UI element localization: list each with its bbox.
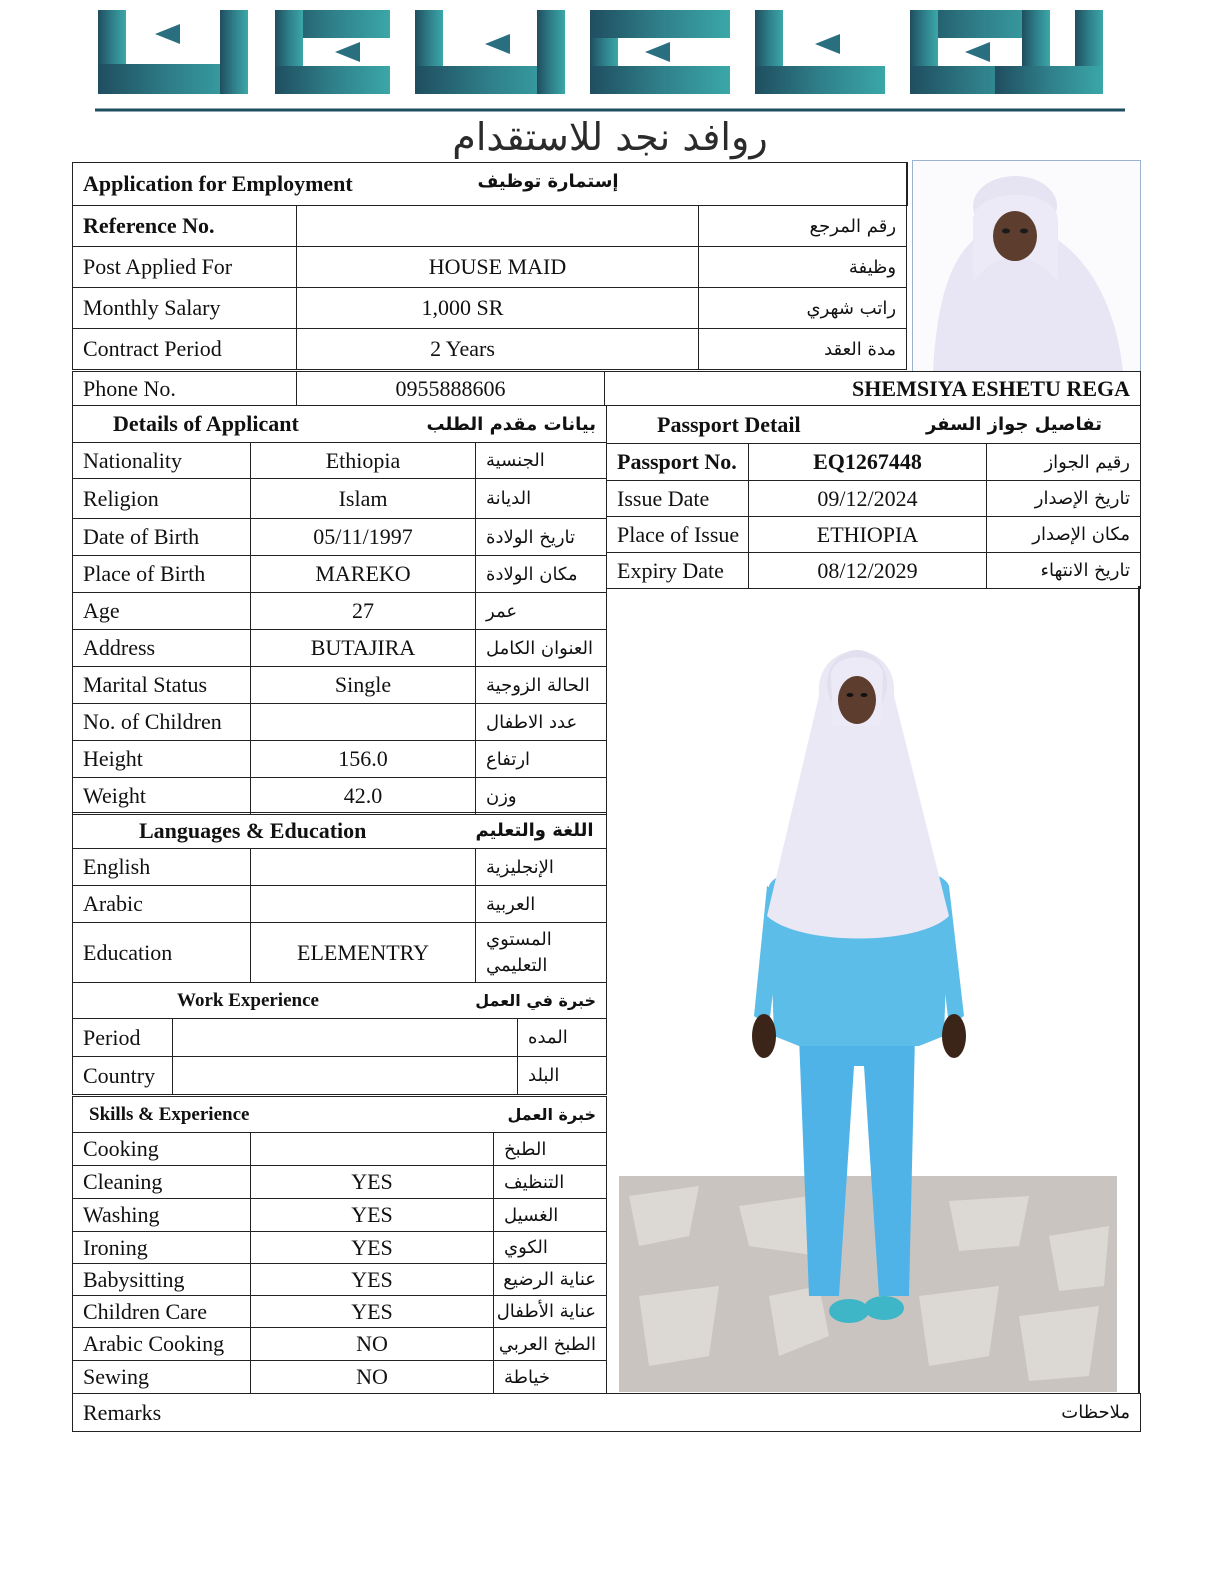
salary-value: 1,000 SR	[297, 288, 699, 329]
details-row	[73, 443, 607, 479]
language-value	[251, 849, 476, 886]
work-label: Country	[73, 1057, 173, 1095]
skill-row-value: YES	[251, 1199, 494, 1232]
work-label-ar: البلد	[518, 1057, 607, 1095]
applicant-headshot	[912, 160, 1141, 372]
work-row	[73, 1057, 607, 1095]
language-label-ar: الإنجليزية	[476, 849, 607, 886]
language-label-ar: العربية	[476, 886, 607, 923]
details-row-label-ar: عدد الاطفال	[476, 704, 607, 741]
contract-value: 2 Years	[297, 329, 699, 370]
skill-row-label-ar: التنظيف	[494, 1166, 607, 1199]
details-row-value: 42.0	[251, 778, 476, 815]
passport-row	[607, 444, 1141, 481]
passport-row-value: EQ1267448	[749, 444, 987, 481]
passport-row-label-ar: تاريخ الإصدار	[987, 481, 1141, 517]
passport-row-value: ETHIOPIA	[749, 517, 987, 553]
skill-row-value: YES	[251, 1296, 494, 1328]
details-row-value	[251, 704, 476, 741]
skill-row	[73, 1199, 607, 1232]
details-row	[73, 667, 607, 704]
details-row-value: BUTAJIRA	[251, 630, 476, 667]
details-row-label: Nationality	[73, 443, 251, 479]
skill-row-label: Babysitting	[73, 1264, 251, 1296]
details-row-label: Age	[73, 593, 251, 630]
details-row-label-ar: الديانة	[476, 479, 607, 519]
salary-label-ar: راتب شهري	[699, 288, 907, 329]
skills-table	[72, 1096, 607, 1394]
language-row	[73, 849, 607, 886]
post-label-ar: وظيفة	[699, 247, 907, 288]
remarks-label-ar: ملاحظات	[607, 1394, 1141, 1432]
details-header-row	[73, 406, 607, 443]
passport-row-label: Issue Date	[607, 481, 749, 517]
details-row-label-ar: الحالة الزوجية	[476, 667, 607, 704]
phone-value: 0955888606	[297, 372, 605, 406]
skill-row	[73, 1328, 607, 1361]
work-label-ar: المده	[518, 1019, 607, 1057]
remarks-label: Remarks	[73, 1394, 607, 1432]
passport-row	[607, 553, 1141, 589]
skill-row-value: YES	[251, 1264, 494, 1296]
details-row-value: 156.0	[251, 741, 476, 778]
language-label: English	[73, 849, 251, 886]
skill-row-value: YES	[251, 1166, 494, 1199]
form-title-row	[73, 163, 907, 206]
details-row-label: Weight	[73, 778, 251, 815]
skill-row-label: Cooking	[73, 1133, 251, 1166]
phone-name-table	[72, 371, 1141, 406]
work-label: Period	[73, 1019, 173, 1057]
passport-row-label: Passport No.	[607, 444, 749, 481]
education-label-ar: المستوي التعليمي	[476, 923, 607, 983]
reference-value	[297, 206, 699, 247]
details-row	[73, 704, 607, 741]
passport-title-en: Passport Detail	[607, 406, 987, 444]
reference-row	[73, 206, 907, 247]
details-row-label-ar: العنوان الكامل	[476, 630, 607, 667]
skills-title-en: Skills & Experience	[73, 1097, 494, 1133]
reference-label: Reference No.	[73, 206, 297, 247]
skill-row-value	[251, 1133, 494, 1166]
details-row-label: Place of Birth	[73, 556, 251, 593]
details-title-ar: بيانات مقدم الطلب	[476, 406, 607, 443]
skill-row-label: Washing	[73, 1199, 251, 1232]
passport-header-row	[607, 406, 1141, 444]
skill-row-label: Children Care	[73, 1296, 251, 1328]
details-row-value: Single	[251, 667, 476, 704]
passport-row-label: Expiry Date	[607, 553, 749, 589]
applicant-full-photo	[619, 596, 1117, 1392]
passport-row-label-ar: تاريخ الانتهاء	[987, 553, 1141, 589]
work-row	[73, 1019, 607, 1057]
contract-label-ar: مدة العقد	[699, 329, 907, 370]
skill-row-label-ar: خياطة	[494, 1361, 607, 1394]
post-label: Post Applied For	[73, 247, 297, 288]
passport-row-value: 09/12/2024	[749, 481, 987, 517]
remarks-table	[72, 1393, 1141, 1432]
details-row-label: Address	[73, 630, 251, 667]
salary-label: Monthly Salary	[73, 288, 297, 329]
languages-header-row	[73, 813, 607, 849]
passport-row	[607, 481, 1141, 517]
details-row	[73, 741, 607, 778]
work-header-row	[73, 983, 607, 1019]
passport-title-ar: تفاصيل جواز السفر	[987, 406, 1141, 444]
work-title-ar: خبرة في العمل	[518, 983, 607, 1019]
skill-row-label-ar: عناية الأطفال	[494, 1296, 607, 1328]
phone-label: Phone No.	[73, 372, 297, 406]
details-row-label-ar: ارتفاع	[476, 741, 607, 778]
passport-row-value: 08/12/2029	[749, 553, 987, 589]
skill-row-label-ar: الغسيل	[494, 1199, 607, 1232]
details-row	[73, 479, 607, 519]
employment-info-table	[72, 162, 908, 370]
education-row	[73, 923, 607, 983]
skill-row-value: NO	[251, 1361, 494, 1394]
company-logo	[95, 6, 1125, 159]
language-row	[73, 886, 607, 923]
skill-row-value: YES	[251, 1232, 494, 1264]
details-row-label-ar: تاريخ الولادة	[476, 519, 607, 556]
passport-row-label: Place of Issue	[607, 517, 749, 553]
language-value	[251, 886, 476, 923]
passport-row-label-ar: مكان الإصدار	[987, 517, 1141, 553]
passport-section-border	[1138, 586, 1140, 1394]
skill-row-label-ar: الطبخ	[494, 1133, 607, 1166]
skill-row	[73, 1232, 607, 1264]
details-row-label-ar: وزن	[476, 778, 607, 815]
skills-title-ar: خبرة العمل	[494, 1097, 607, 1133]
skill-row	[73, 1361, 607, 1394]
details-row-value: 05/11/1997	[251, 519, 476, 556]
details-row	[73, 556, 607, 593]
details-row-label: No. of Children	[73, 704, 251, 741]
skills-header-row	[73, 1097, 607, 1133]
details-row	[73, 630, 607, 667]
education-label: Education	[73, 923, 251, 983]
languages-title-en: Languages & Education	[73, 813, 476, 849]
company-name-ar: روافد نجد للاستقدام	[452, 115, 768, 159]
details-row-label: Marital Status	[73, 667, 251, 704]
skill-row-label-ar: الطبخ العربي	[494, 1328, 607, 1361]
education-value: ELEMENTRY	[251, 923, 476, 983]
language-label: Arabic	[73, 886, 251, 923]
details-table	[72, 405, 607, 815]
post-value: HOUSE MAID	[297, 247, 699, 288]
applicant-name: SHEMSIYA ESHETU REGA	[605, 372, 1141, 406]
details-row	[73, 593, 607, 630]
details-row-label-ar: مكان الولادة	[476, 556, 607, 593]
passport-table	[606, 405, 1141, 589]
passport-row	[607, 517, 1141, 553]
details-row-label: Date of Birth	[73, 519, 251, 556]
skill-row	[73, 1166, 607, 1199]
passport-row-label-ar: رقيم الجواز	[987, 444, 1141, 481]
form-title-en: Application for Employment	[83, 171, 353, 196]
details-row	[73, 519, 607, 556]
skill-row-label-ar: الكوي	[494, 1232, 607, 1264]
details-row-value: Ethiopia	[251, 443, 476, 479]
work-table	[72, 982, 607, 1095]
skill-row-label: Arabic Cooking	[73, 1328, 251, 1361]
details-row-value: Islam	[251, 479, 476, 519]
details-row	[73, 778, 607, 815]
details-row-value: MAREKO	[251, 556, 476, 593]
skill-row-label: Ironing	[73, 1232, 251, 1264]
details-row-value: 27	[251, 593, 476, 630]
reference-label-ar: رقم المرجع	[699, 206, 907, 247]
skill-row-label: Sewing	[73, 1361, 251, 1394]
work-value	[173, 1019, 518, 1057]
skill-row-label-ar: عناية الرضيع	[494, 1264, 607, 1296]
work-value	[173, 1057, 518, 1095]
skill-row-label: Cleaning	[73, 1166, 251, 1199]
skill-row	[73, 1133, 607, 1166]
details-title-en: Details of Applicant	[73, 406, 476, 443]
post-row	[73, 247, 907, 288]
skill-row	[73, 1264, 607, 1296]
skill-row-value: NO	[251, 1328, 494, 1361]
details-row-label-ar: عمر	[476, 593, 607, 630]
details-row-label: Height	[73, 741, 251, 778]
skill-row	[73, 1296, 607, 1328]
languages-table	[72, 812, 607, 983]
details-row-label: Religion	[73, 479, 251, 519]
salary-row	[73, 288, 907, 329]
contract-row	[73, 329, 907, 370]
languages-title-ar: اللغة والتعليم	[476, 813, 607, 849]
work-title-en: Work Experience	[73, 983, 518, 1019]
contract-label: Contract Period	[73, 329, 297, 370]
form-title-ar: إستمارة توظيف	[477, 170, 619, 192]
details-row-label-ar: الجنسية	[476, 443, 607, 479]
